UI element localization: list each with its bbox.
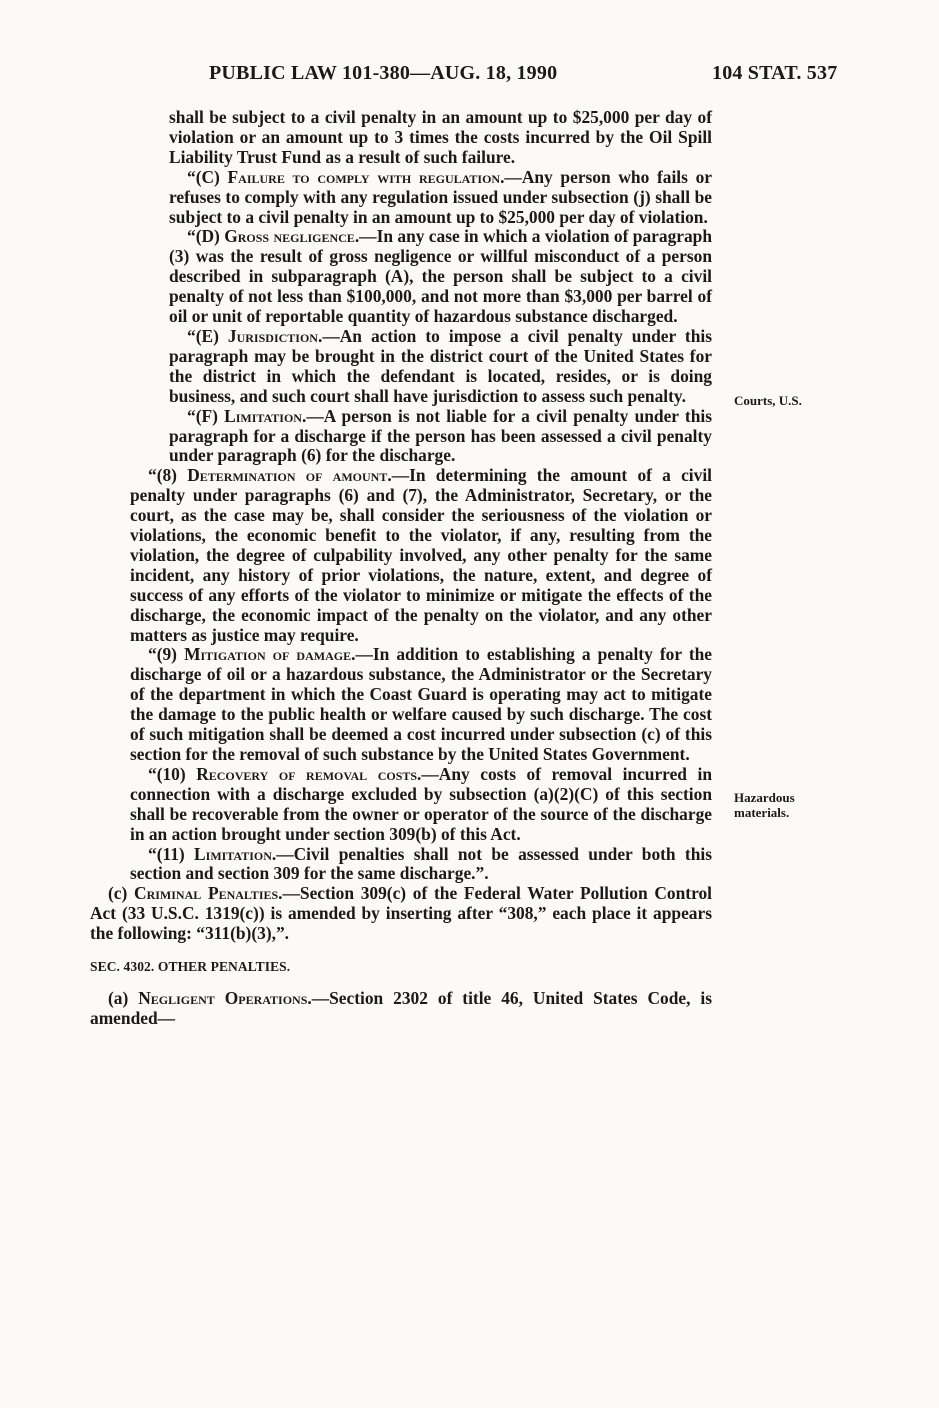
subsection-a-negligent-operations: (a) Negligent Operations.—Section 2302 of title 46, United States Code, is amended—: [90, 987, 712, 1028]
paragraph-continuation: shall be subject to a civil penalty in an amount up to $25,000 per day of violation or an amount up to 3 times the costs incurred by the Oil Spill Liability Trust Fund as a result of such failure.: [169, 107, 712, 167]
document-body: [90, 108, 712, 1029]
paragraph-11: “(11) Limitation.—Civil penalties shall not be assessed under both this section and section 309 for the same discharge.”.: [130, 843, 712, 884]
header-title: PUBLIC LAW 101-380—AUG. 18, 1990: [209, 62, 558, 84]
paragraph-9-heading: Mitigation of damage.: [184, 644, 356, 665]
subparagraph-c: “(C) Failure to comply with regulation.—Any person who fails or refuses to comply with any regulation issued under subsection (j) shall be subject to a civil penalty in an amount up to $25,000 per day of violation.: [169, 166, 712, 227]
paragraph-8-heading: Determination of amount.: [187, 465, 392, 486]
subsection-c-criminal-penalties: (c) Criminal Penalties.—Section 309(c) of the Federal Water Pollution Control Act (33 U.S.C. 1319(c)) is amended by inserting after “308,” each place it appears the following: “311(b)(3),”.: [90, 883, 712, 944]
subparagraph-e-heading: Jurisdiction.: [227, 325, 323, 346]
subparagraph-c-heading: Failure to comply with regulation.: [227, 166, 505, 187]
subparagraph-d-heading: Gross negligence.: [224, 226, 360, 247]
margin-note-courts: Courts, U.S.: [734, 393, 802, 408]
subsection-a-heading: Negligent Operations.: [138, 987, 312, 1008]
subparagraph-f-heading: Limitation.: [224, 405, 307, 426]
running-header: [0, 62, 939, 88]
paragraph-10-heading: Recovery of removal costs.: [196, 763, 422, 784]
paragraph-11-heading: Limitation.: [194, 843, 277, 864]
subparagraph-f: “(F) Limitation.—A person is not liable for a civil penalty under this paragraph for a discharge if the person has been assessed a civil penalty under paragraph (6) for the discharge.: [169, 405, 712, 466]
paragraph-8: “(8) Determination of amount.—In determining the amount of a civil penalty under paragraphs (6) and (7), the Administrator, Secretary, or the court, as the case may be, shall consider the seriousness of the violation or violations, the economic benefit to the violator, if any, resulting from the violation, the degree of culpability involved, any other penalty for the same incident, any history of prior violations, the nature, extent, and degree of success of any efforts of the violator to minimize or mitigate the effects of the discharge, the economic impact of the penalty on the violator, and any other matters as justice may require.: [130, 465, 712, 645]
subparagraph-e: “(E) Jurisdiction.—An action to impose a civil penalty under this paragraph may be brought in the district court of the United States for the district in which the defendant is located, resides, or is doing business, and such court shall have jurisdiction to assess such penalty.: [169, 325, 712, 406]
paragraph-10: “(10) Recovery of removal costs.—Any costs of removal incurred in connection with a discharge excluded by subsection (a)(2)(C) of this section shall be recoverable from the owner or operator of the source of the discharge in an action brought under section 309(b) of this Act.: [130, 763, 712, 844]
section-heading: SEC. 4302. OTHER PENALTIES.: [90, 959, 291, 975]
subparagraph-d: “(D) Gross negligence.—In any case in which a violation of paragraph (3) was the result of gross negligence or willful misconduct of a person described in subparagraph (A), the person shall be subject to a civil penalty of not less than $100,000, and not more than $3,000 per barrel of oil or unit of reportable quantity of hazardous substance discharged.: [169, 226, 713, 327]
subsection-c-heading: Criminal Penalties.: [134, 883, 283, 904]
paragraph-9: “(9) Mitigation of damage.—In addition to establishing a penalty for the discharge of oil or a hazardous substance, the Administrator or the Secretary of the department in which the Coast Guard is operating may act to mitigate the damage to the public health or welfare caused by such discharge. The cost of such mitigation shall be deemed a cost incurred under subsection (c) of this section for the removal of such substance by the United States Government.: [130, 644, 712, 764]
page-number: 104 STAT. 537: [712, 62, 838, 84]
margin-note-hazardous: Hazardous materials.: [734, 790, 795, 820]
